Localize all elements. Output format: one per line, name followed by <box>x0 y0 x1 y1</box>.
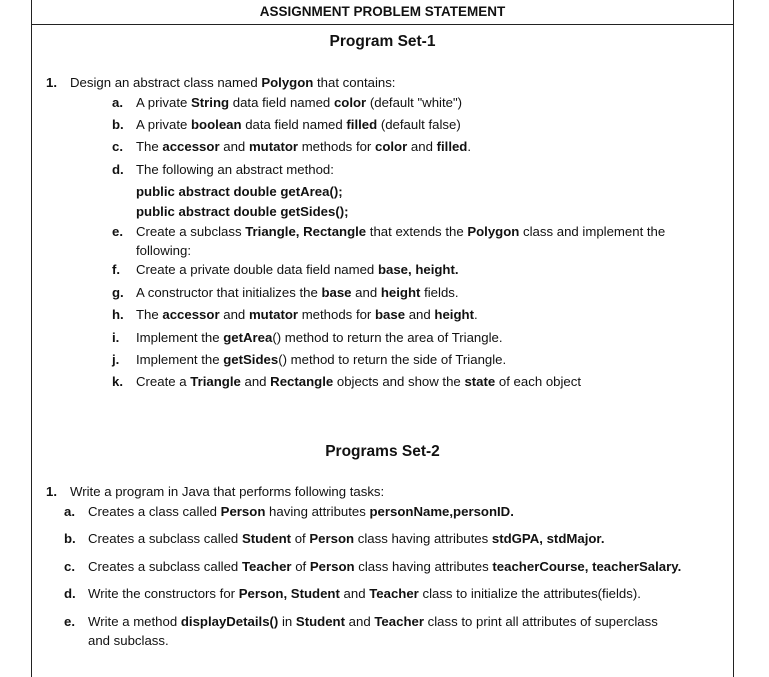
set2-item-text <box>88 633 169 649</box>
text: and <box>219 139 249 154</box>
set1-item-text <box>136 162 334 178</box>
text: of <box>291 531 310 546</box>
set1-item-marker: c. <box>112 139 123 154</box>
bold-text: boolean <box>190 117 242 132</box>
text: and <box>351 285 381 300</box>
set1-item-text <box>136 374 581 390</box>
set2-item-marker: e. <box>64 614 75 629</box>
text: that contains: <box>313 75 396 90</box>
set1-item-text <box>136 95 462 111</box>
bold-text: Triangle <box>190 374 241 389</box>
set1-item-marker: j. <box>112 352 120 367</box>
text: (default false) <box>377 117 461 132</box>
set1-item-text <box>136 352 506 368</box>
bold-text: filled <box>436 139 468 154</box>
text: A private <box>136 117 191 132</box>
text: and <box>405 307 435 322</box>
set1-item-text <box>136 204 349 220</box>
text: Creates a subclass called <box>88 559 242 574</box>
text: A constructor that initializes the <box>136 285 322 300</box>
bold-text: Polygon <box>261 75 314 90</box>
text: Implement the <box>136 330 224 345</box>
text: methods for <box>298 139 375 154</box>
bold-text: String <box>190 95 230 110</box>
set1-item-text <box>136 139 471 155</box>
bold-text: personName,personID. <box>369 504 514 519</box>
set2-item-text <box>88 504 514 520</box>
text: (default "white") <box>366 95 463 110</box>
text: class to initialize the attributes(fields). <box>418 586 641 601</box>
bold-text: color <box>333 95 367 110</box>
text: and <box>219 307 249 322</box>
text: and <box>345 614 375 629</box>
text: methods for <box>298 307 375 322</box>
bold-text: Rectangle <box>270 374 334 389</box>
set2-item-text <box>88 559 681 575</box>
text: Write the constructors for <box>88 586 239 601</box>
bold-text: Teacher <box>374 614 424 629</box>
bold-text: accessor <box>162 307 220 322</box>
set1-item-marker: e. <box>112 224 123 239</box>
set2-item-marker: b. <box>64 531 76 546</box>
set2-title: Programs Set-2 <box>325 443 440 460</box>
set1-item-text <box>136 243 191 259</box>
set1-item-marker: h. <box>112 307 124 322</box>
text: data field named <box>229 95 334 110</box>
bold-text: Person <box>309 559 355 574</box>
text: in <box>278 614 296 629</box>
text: Implement the <box>136 352 224 367</box>
set1-item-text <box>136 262 459 278</box>
page-header: ASSIGNMENT PROBLEM STATEMENT <box>31 0 734 25</box>
set2-item-marker: d. <box>64 586 76 601</box>
text: following: <box>136 243 191 258</box>
set1-item-marker: f. <box>112 262 121 277</box>
bold-text: base <box>375 307 406 322</box>
set1-item-text <box>136 117 461 133</box>
text: () method to return the side of Triangle. <box>278 352 507 367</box>
set1-item-marker: g. <box>112 285 124 300</box>
set1-q1-number: 1. <box>46 75 57 90</box>
text: of each object <box>495 374 582 389</box>
bold-text: accessor <box>162 139 220 154</box>
text: and <box>240 374 271 389</box>
text: A private <box>136 95 191 110</box>
set1-title: Program Set-1 <box>329 33 436 50</box>
text: The <box>136 139 163 154</box>
bold-text: getSides <box>223 352 279 367</box>
set2-q1-text <box>70 484 384 500</box>
text: class having attributes <box>354 531 492 546</box>
set1-item-marker: i. <box>112 330 120 345</box>
bold-text: mutator <box>248 307 299 322</box>
bold-text: getArea <box>223 330 273 345</box>
text: objects and show the <box>333 374 465 389</box>
bold-text: color <box>375 139 408 154</box>
bold-text: Person, Student <box>238 586 340 601</box>
bold-text: base, height. <box>377 262 459 277</box>
set1-item-marker: b. <box>112 117 124 132</box>
bold-text: Person <box>309 531 355 546</box>
text: that extends the <box>366 224 468 239</box>
bold-text: Triangle, Rectangle <box>245 224 367 239</box>
set2-item-marker: c. <box>64 559 75 574</box>
bold-text: stdGPA, stdMajor. <box>491 531 605 546</box>
set1-item-text <box>136 330 503 346</box>
bold-text: height <box>434 307 474 322</box>
text: class to print all attributes of superclass <box>423 614 658 629</box>
bold-text: Teacher <box>369 586 419 601</box>
set1-item-text <box>136 307 478 323</box>
text: () method to return the area of Triangle. <box>272 330 503 345</box>
set2-item-marker: a. <box>64 504 75 519</box>
text: Creates a class called <box>88 504 221 519</box>
bold-text: mutator <box>248 139 299 154</box>
bold-text: Person <box>220 504 266 519</box>
set1-item-marker: k. <box>112 374 123 389</box>
set2-q1-number: 1. <box>46 484 57 499</box>
text: data field named <box>241 117 347 132</box>
text: Create a private double data field named <box>136 262 378 277</box>
text: The following an abstract method: <box>136 162 334 177</box>
bold-text: state <box>464 374 496 389</box>
bold-text: Student <box>295 614 346 629</box>
text: The <box>136 307 163 322</box>
bold-text: Polygon <box>467 224 520 239</box>
bold-text: displayDetails() <box>180 614 279 629</box>
text: class having attributes <box>354 559 493 574</box>
set1-item-marker: d. <box>112 162 124 177</box>
text: . <box>473 307 478 322</box>
text: Write a program in Java that performs following tasks: <box>70 484 385 499</box>
text: and subclass. <box>88 633 169 648</box>
bold-text: Student <box>241 531 292 546</box>
set1-q1-text <box>70 75 395 91</box>
text: fields. <box>420 285 459 300</box>
text: and <box>407 139 437 154</box>
set2-item-text <box>88 614 658 630</box>
bold-text: Teacher <box>241 559 292 574</box>
bold-text: public abstract double getSides(); <box>136 204 349 219</box>
text: class and implement the <box>519 224 666 239</box>
bold-text: teacherCourse, teacherSalary. <box>492 559 682 574</box>
set1-item-text <box>136 224 665 240</box>
text: Create a <box>136 374 191 389</box>
text: Creates a subclass called <box>88 531 242 546</box>
set1-item-marker: a. <box>112 95 123 110</box>
set2-item-text <box>88 586 641 602</box>
text: Create a subclass <box>136 224 246 239</box>
text: having attributes <box>265 504 370 519</box>
bold-text: base <box>321 285 352 300</box>
set1-item-text <box>136 184 343 200</box>
text: . <box>467 139 472 154</box>
bold-text: filled <box>346 117 378 132</box>
text: and <box>339 586 370 601</box>
set1-item-text <box>136 285 459 301</box>
bold-text: height <box>380 285 421 300</box>
set2-item-text <box>88 531 605 547</box>
bold-text: public abstract double getArea(); <box>136 184 343 199</box>
text: of <box>291 559 310 574</box>
text: Write a method <box>88 614 181 629</box>
text: Design an abstract class named <box>70 75 262 90</box>
